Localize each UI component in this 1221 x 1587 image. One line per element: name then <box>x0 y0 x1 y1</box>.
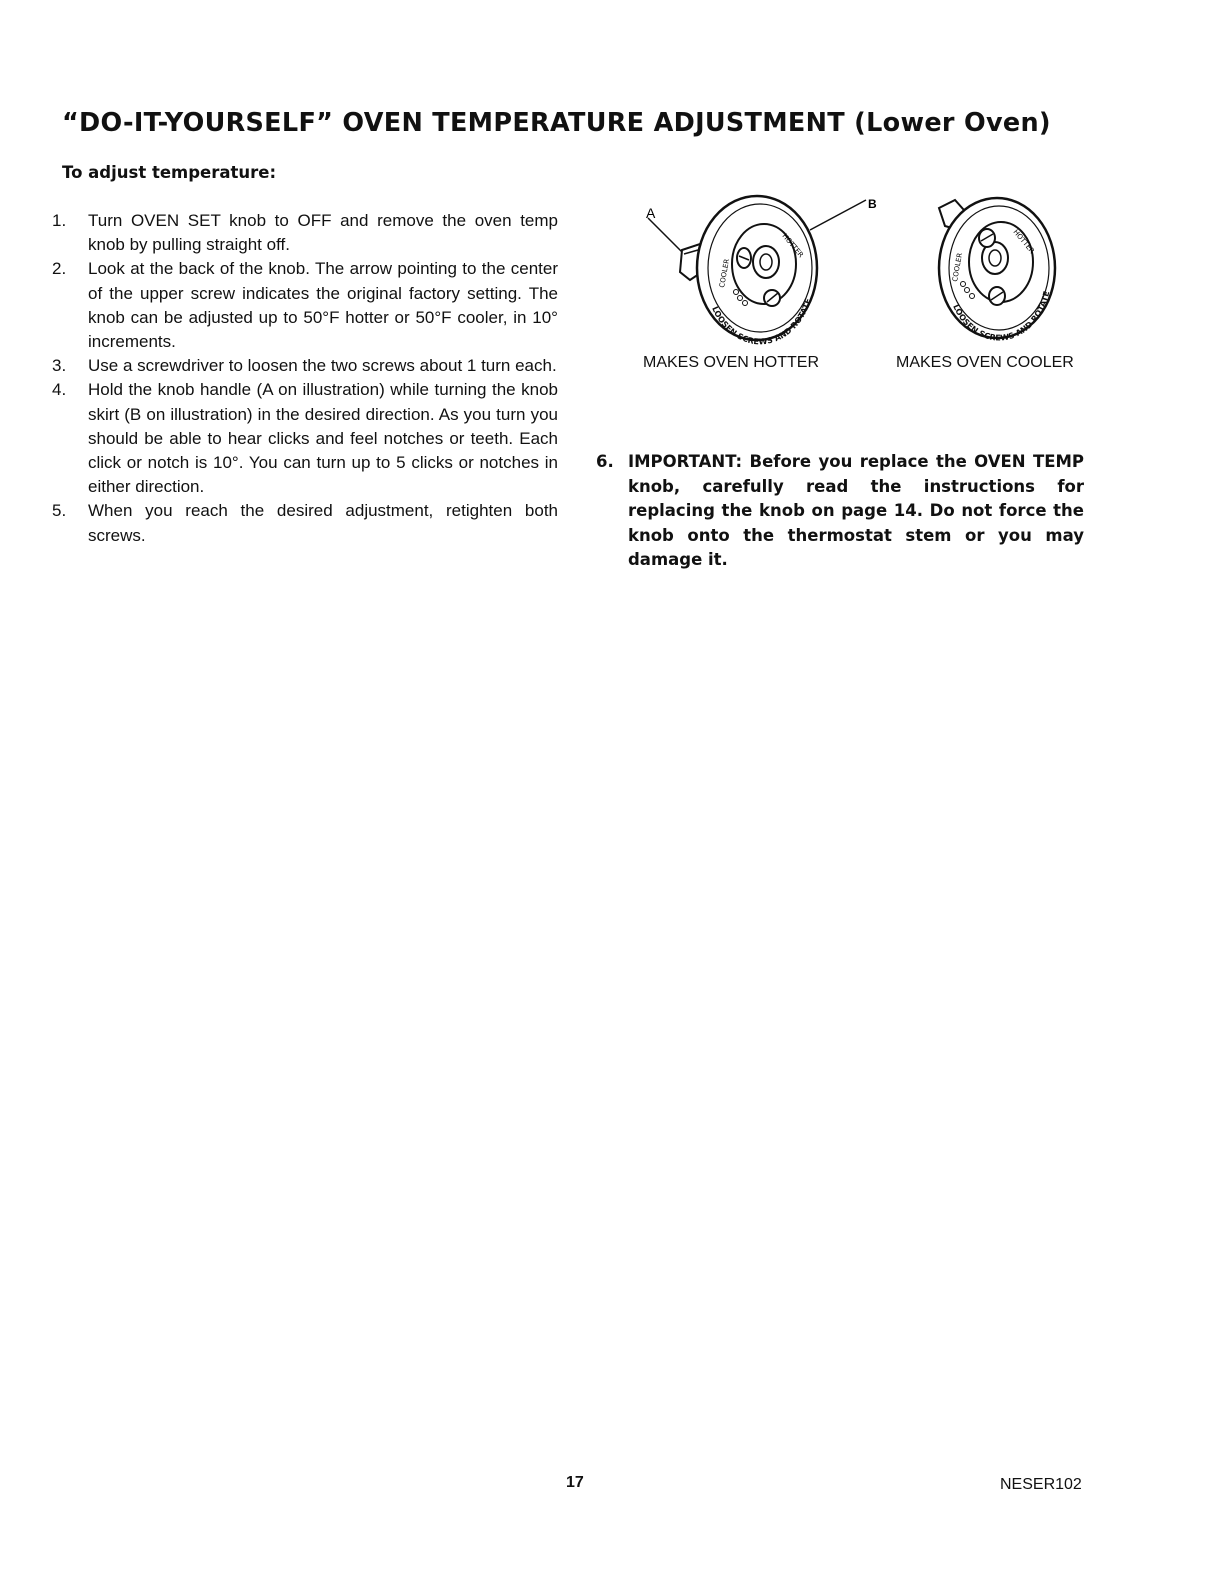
label-a: A <box>646 205 656 221</box>
step-number: 2. <box>52 259 67 279</box>
knob-label-hotter: HOTTER <box>780 232 805 260</box>
knob-label-cooler: COOLER <box>951 252 965 283</box>
step-number: 3. <box>52 356 67 376</box>
important-note <box>596 450 1084 573</box>
step-item <box>52 499 558 547</box>
page-number: 17 <box>566 1474 584 1491</box>
step-item <box>52 257 558 354</box>
knob-hotter-drawing <box>642 188 902 348</box>
step-item <box>52 354 558 378</box>
knob-label-cooler: COOLER <box>718 258 732 289</box>
knob-rim-text: LOOSEN SCREWS AND ROTATE <box>951 290 1052 343</box>
page-title: “DO-IT-YOURSELF” OVEN TEMPERATURE ADJUSTMENT (Lower Oven) <box>62 108 1051 138</box>
caption-makes-oven-cooler: MAKES OVEN COOLER <box>896 354 1074 371</box>
step-text: Use a screwdriver to loosen the two screws about 1 turn each. <box>88 356 557 376</box>
knob-illustration-hotter <box>642 188 902 348</box>
document-code: NESER102 <box>1000 1476 1082 1493</box>
section-subheading: To adjust temperature: <box>62 163 277 182</box>
step-number: 5. <box>52 501 67 521</box>
knob-illustration-cooler <box>895 188 1095 348</box>
label-b: B <box>868 197 877 211</box>
step-item <box>52 378 558 499</box>
step-number: 6. <box>596 452 614 471</box>
step-number: 4. <box>52 380 67 400</box>
step-item <box>52 209 558 257</box>
step-text: Hold the knob handle (A on illustration) while turning the knob skirt (B on illustration) in the desired direction. As you turn you should be able to hear clicks and feel notches or teeth. Each click or notch is 10°. You can turn up to 5 clicks or notches in either direction. <box>88 380 558 497</box>
step-text: Turn OVEN SET knob to OFF and remove the oven temp knob by pulling straight off. <box>88 211 558 255</box>
caption-makes-oven-hotter: MAKES OVEN HOTTER <box>643 354 820 371</box>
step-text: Look at the back of the knob. The arrow pointing to the center of the upper screw indicates the original factory setting. The knob can be adjusted up to 50°F hotter or 50°F cooler, in 10° increments. <box>88 259 558 352</box>
knob-label-hotter: HOTTER <box>1011 228 1036 256</box>
instruction-steps <box>52 209 558 548</box>
step-text: When you reach the desired adjustment, retighten both screws. <box>88 501 558 545</box>
knob-rim-text: LOOSEN SCREWS AND ROTATE <box>710 297 813 347</box>
step-number: 1. <box>52 211 67 230</box>
important-text: IMPORTANT: Before you replace the OVEN TEMP knob, carefully read the instructions for replacing the knob on page 14. Do not force the knob onto the thermostat stem or you may damage it. <box>628 452 1084 569</box>
knob-cooler-drawing <box>895 188 1095 348</box>
